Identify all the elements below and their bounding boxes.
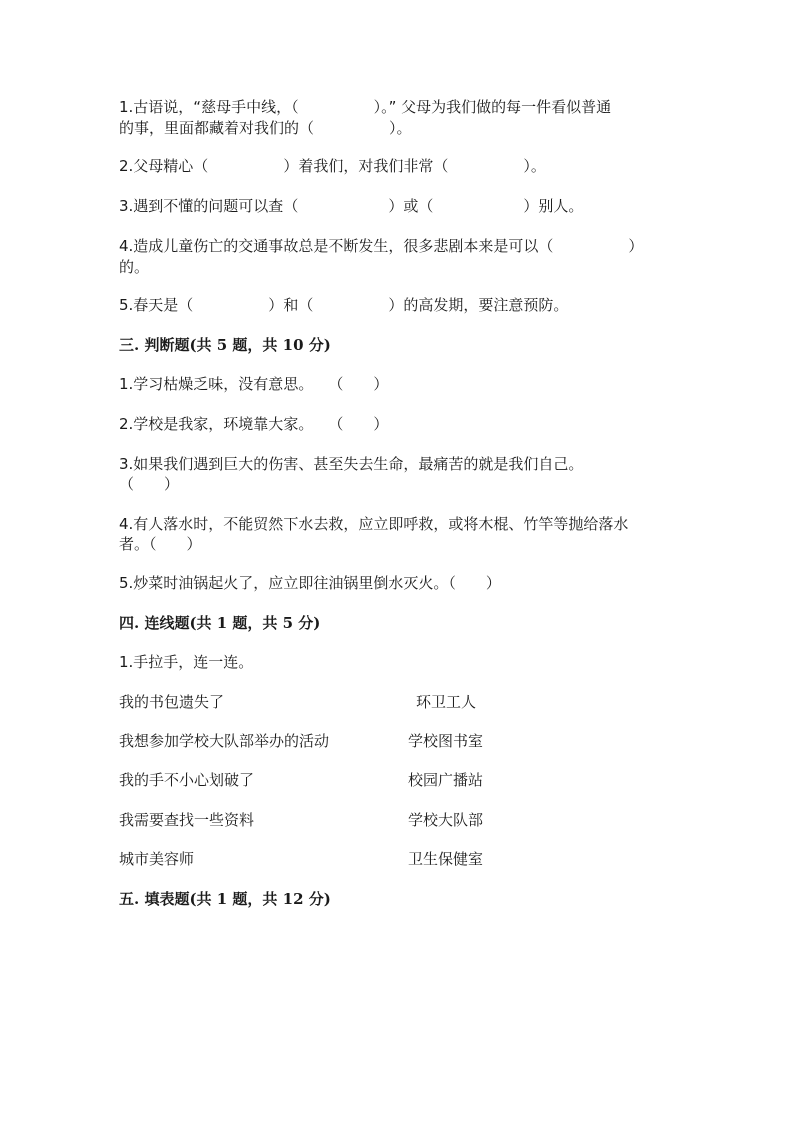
true-false-question-3-line-2: （ ） <box>119 475 180 493</box>
matching-right-item: 卫生保健室 <box>408 850 484 868</box>
matching-left-item: 我的书包遗失了 <box>119 693 225 711</box>
matching-left-item: 我的手不小心划破了 <box>119 771 255 789</box>
matching-right-item: 校园广播站 <box>408 771 484 789</box>
matching-left-item: 城市美容师 <box>119 850 195 868</box>
section-5-heading: 五. 填表题(共 1 题，共 12 分) <box>119 890 331 908</box>
fill-in-question-1-line-1: 1.古语说，“慈母手中线，（ ）。” 父母为我们做的每一件看似普通 <box>119 98 612 116</box>
true-false-question-1: 1.学习枯燥乏味，没有意思。 （ ） <box>119 375 389 393</box>
fill-in-question-3: 3.遇到不懂的问题可以查（ ）或（ ）别人。 <box>119 197 584 215</box>
section-3-heading: 三. 判断题(共 5 题，共 10 分) <box>119 336 331 354</box>
matching-left-item: 我需要查找一些资料 <box>119 811 255 829</box>
true-false-question-4-line-1: 4.有人落水时，不能贸然下水去救，应立即呼救，或将木棍、竹竿等抛给落水 <box>119 515 629 533</box>
true-false-question-3-line-1: 3.如果我们遇到巨大的伤害、甚至失去生命，最痛苦的就是我们自己。 <box>119 455 584 473</box>
true-false-question-4-line-2: 者。（ ） <box>119 535 202 553</box>
fill-in-question-5: 5.春天是（ ）和（ ）的高发期，要注意预防。 <box>119 296 569 314</box>
fill-in-question-1-line-2: 的事，里面都藏着对我们的（ ）。 <box>119 119 412 137</box>
matching-left-item: 我想参加学校大队部举办的活动 <box>119 732 330 750</box>
matching-right-item: 学校大队部 <box>408 811 484 829</box>
fill-in-question-4-line-1: 4.造成儿童伤亡的交通事故总是不断发生，很多悲剧本来是可以（ ） <box>119 237 644 255</box>
matching-right-item: 环卫工人 <box>416 693 477 711</box>
true-false-question-2: 2.学校是我家，环境靠大家。 （ ） <box>119 415 389 433</box>
section-4-heading: 四. 连线题(共 1 题，共 5 分) <box>119 614 321 632</box>
matching-question-1: 1.手拉手，连一连。 <box>119 653 254 671</box>
fill-in-question-4-line-2: 的。 <box>119 258 150 276</box>
matching-right-item: 学校图书室 <box>408 732 484 750</box>
fill-in-question-2: 2.父母精心（ ）着我们，对我们非常（ ）。 <box>119 157 546 175</box>
true-false-question-5: 5.炒菜时油锅起火了，应立即往油锅里倒水灭火。（ ） <box>119 574 501 592</box>
